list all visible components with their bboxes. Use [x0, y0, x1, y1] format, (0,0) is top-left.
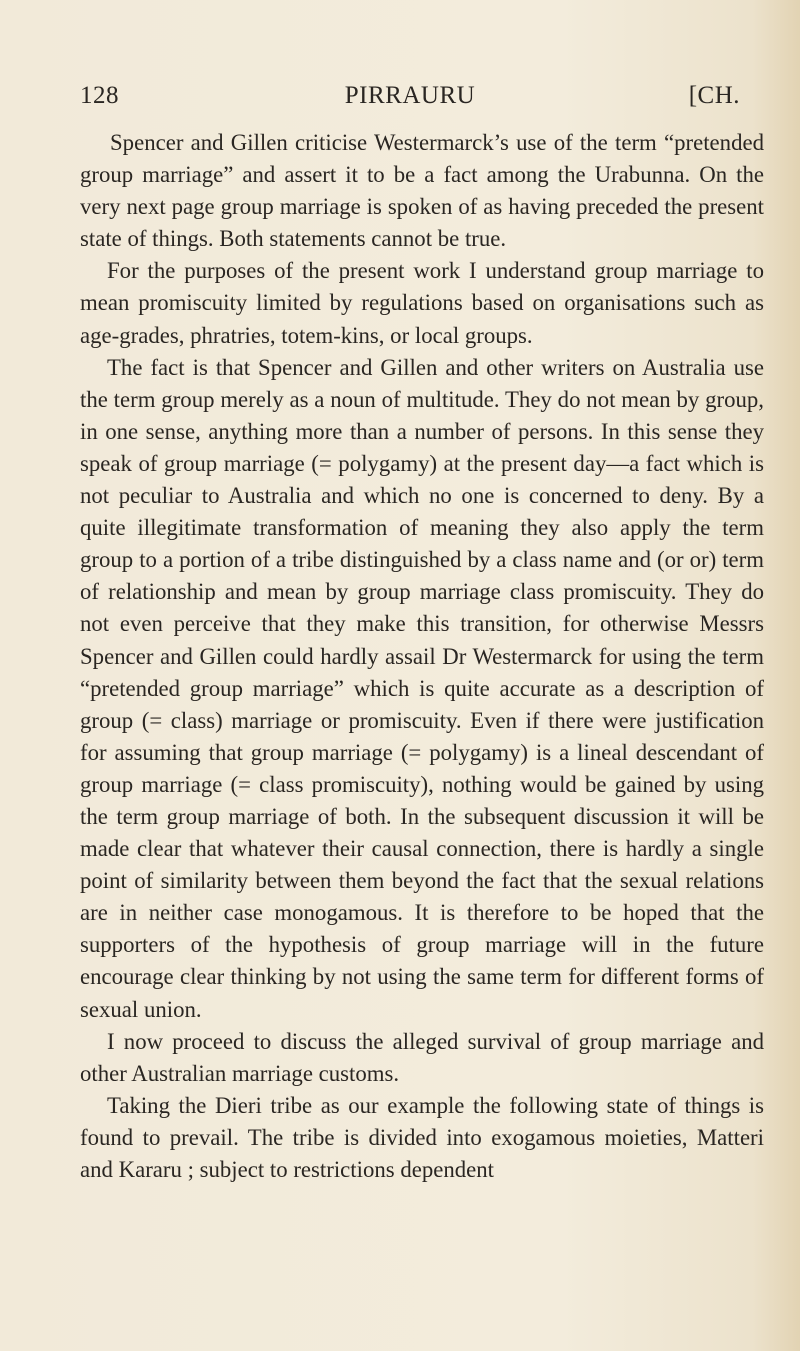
- paragraph-4: I now proceed to discuss the alleged survival of group marriage and other Australian marriage customs.: [80, 1028, 764, 1086]
- page-number: 128: [80, 82, 119, 109]
- paragraph-5: Taking the Dieri tribe as our example the following state of things is found to prevail. The tribe is divided into exogamous moieties, Matteri and Kararu ; subject to restrictions dependent: [80, 1092, 764, 1182]
- running-title: PIRRAURU: [344, 82, 476, 109]
- running-header: [80, 82, 740, 112]
- paragraph-2: For the purposes of the present work I understand group marriage to mean promiscuity limited by regulations based on organisations such as age-grades, phratries, totem-kins, or local groups.: [80, 258, 764, 348]
- paragraph-3: The fact is that Spencer and Gillen and other writers on Australia use the term group merely as a noun of multitude. They do not mean by group, in one sense, anything more than a number of persons. In this sense they speak of group marriage (= polygamy) at the present day—a fact which is not peculiar to Australia and which no one is concerned to deny. By a quite illegitimate transformation of meaning they also apply the term group to a portion of a tribe distinguished by a class name and (or or) term of relationship and mean by group marriage class promiscuity. They do not even perceive that they make this transition, for otherwise Messrs Spencer and Gillen could hardly assail Dr Westermarck for using the term “pretended group marriage” which is quite accurate as a description of group (= class) marriage or promiscuity. Even if there were justification for assuming that group marriage (= polygamy) is a lineal descendant of group marriage (= class promiscuity), nothing would be gained by using the term group marriage of both. In the subsequent discussion it will be made clear that whatever their causal connection, there is hardly a single point of similarity between them beyond the fact that the sexual relations are in neither case monogamous. It is therefore to be hoped that the supporters of the hypothesis of group marriage will in the future encourage clear thinking by not using the same term for different forms of sexual union.: [80, 354, 764, 1022]
- chapter-marker: [CH.: [688, 82, 740, 109]
- body-text: [80, 127, 764, 1186]
- paragraph-1: Spencer and Gillen criticise Westermarck’s use of the term “pretended group marriage” and assert it to be a fact among the Urabunna. On the very next page group marriage is spoken of as having preceded the present state of things. Both statements cannot be true.: [80, 130, 764, 252]
